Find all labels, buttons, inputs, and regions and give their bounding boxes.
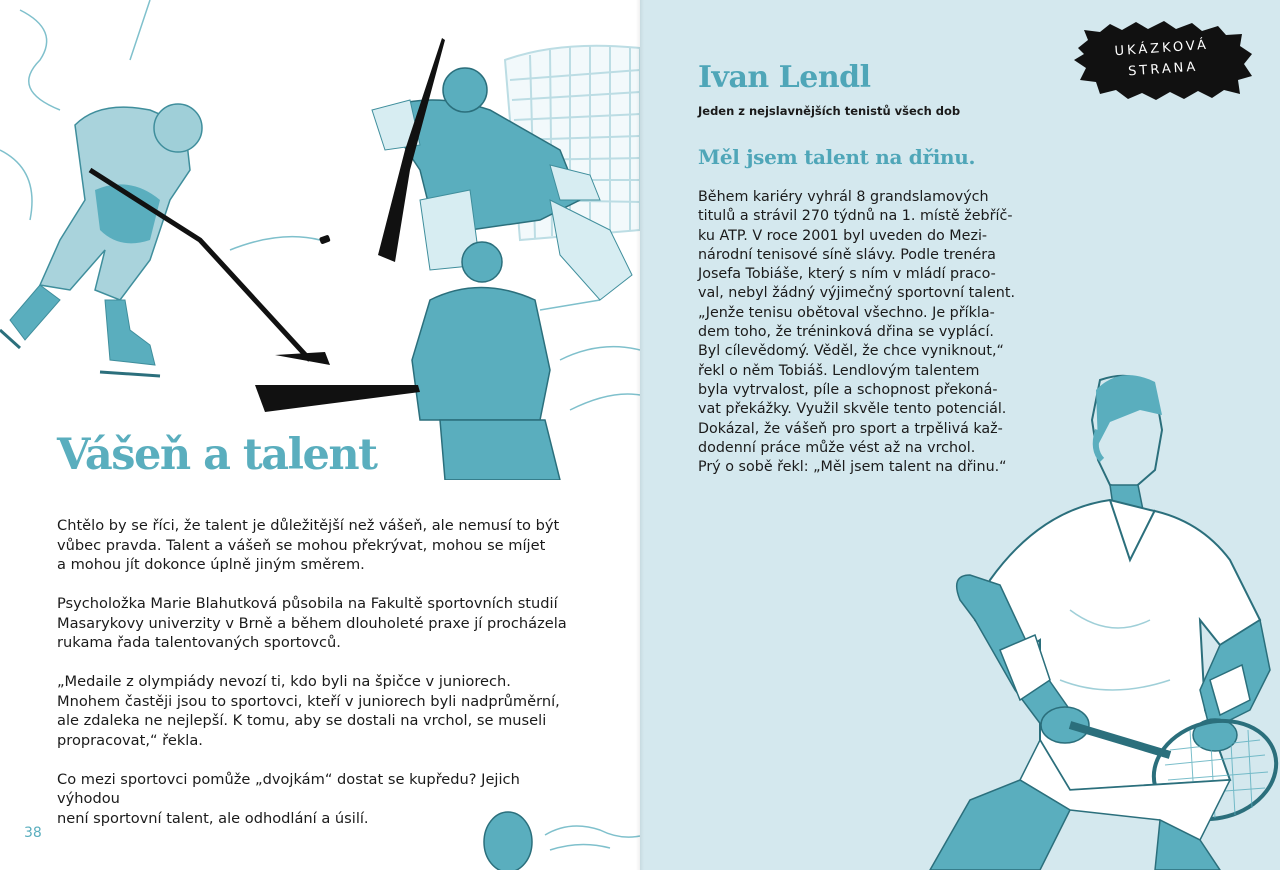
text-line: Mnohem častěji jsou to sportovci, kteří v juniorech byli nadprůměrní, (57, 692, 560, 710)
text-line: titulů a strávil 270 týdnů na 1. místě žebříč- (698, 208, 1013, 225)
text-line: propracovat,“ řekla. (57, 731, 203, 749)
text-line: dem toho, že tréninková dřina se vyplácí. (698, 324, 994, 341)
tennis-player-illustration (870, 360, 1280, 870)
text-line: Co mezi sportovci pomůže „dvojkám“ dostat se kupředu? Jejich výhodou (57, 770, 520, 807)
text-line: „Medaile z olympiády nevozí ti, kdo byli na špičce v juniorech. (57, 673, 511, 690)
text-line: Byl cílevědomý. Věděl, že chce vyniknout,“ (698, 343, 1004, 360)
text-line: řekl o něm Tobiáš. Lendlovým talentem (698, 362, 980, 379)
text-line: rukama řada talentovaných sportovců. (57, 634, 341, 651)
hockey-players-illustration (0, 0, 640, 480)
text-line: Psycholožka Marie Blahutková působila na Fakultě sportovních studií (57, 595, 558, 612)
paragraph (57, 516, 587, 575)
sample-page-badge (1070, 18, 1255, 102)
text-line: vat překážky. Využil skvěle tento potenciál. (698, 401, 1007, 418)
text-line: vůbec pravda. Talent a vášeň se mohou překrývat, mohou se míjet (57, 536, 546, 554)
badge-line: UKÁZKOVÁ (1114, 37, 1210, 60)
profile-name: Ivan Lendl (698, 60, 871, 95)
text-line: národní tenisové síně slávy. Podle trenéra (698, 246, 996, 263)
text-line: Dokázal, že vášeň pro sport a trpělivá kaž- (698, 420, 1003, 437)
text-line: není sportovní talent, ale odhodlání a úsilí. (57, 809, 369, 827)
text-line: val, nebyl žádný výjimečný sportovní talent. (698, 285, 1016, 302)
badge-line: STRANA (1127, 59, 1199, 80)
text-line: byla vytrvalost, píle a schopnost překoná- (698, 381, 998, 398)
text-line: dodenní práce může vést až na vrchol. (698, 439, 976, 456)
hockey-puck-illustration (470, 790, 640, 870)
quote-heading: Měl jsem talent na dřinu. (698, 145, 976, 169)
text-line: ale zdaleka ne nejlepší. K tomu, aby se dostali na vrchol, se museli (57, 712, 547, 729)
text-line: a mohou jít dokonce úplně jiným směrem. (57, 556, 365, 573)
text-line: Prý o sobě řekl: „Měl jsem talent na dřinu.“ (698, 459, 1007, 476)
paragraph (57, 594, 587, 653)
text-line: ku ATP. V roce 2001 byl uveden do Mezi- (698, 227, 988, 244)
text-line: Chtělo by se říci, že talent je důležitější než vášeň, ale nemusí to být (57, 517, 560, 534)
book-spine (636, 0, 644, 870)
profile-subtitle: Jeden z nejslavnějších tenistů všech dob (698, 104, 961, 118)
text-line: „Jenže tenisu obětoval všechno. Je příkla- (698, 304, 995, 321)
text-line: Josefa Tobiáše, který s ním v mládí praco- (698, 266, 996, 283)
paragraph (57, 672, 587, 750)
text-line: Během kariéry vyhrál 8 grandslamových (698, 189, 989, 205)
page-number: 38 (24, 825, 42, 841)
text-line: Masarykovy univerzity v Brně a během dlouholeté praxe jí procházela (57, 614, 567, 632)
page-headline: Vášeň a talent (57, 430, 377, 480)
right-page (640, 0, 1280, 870)
